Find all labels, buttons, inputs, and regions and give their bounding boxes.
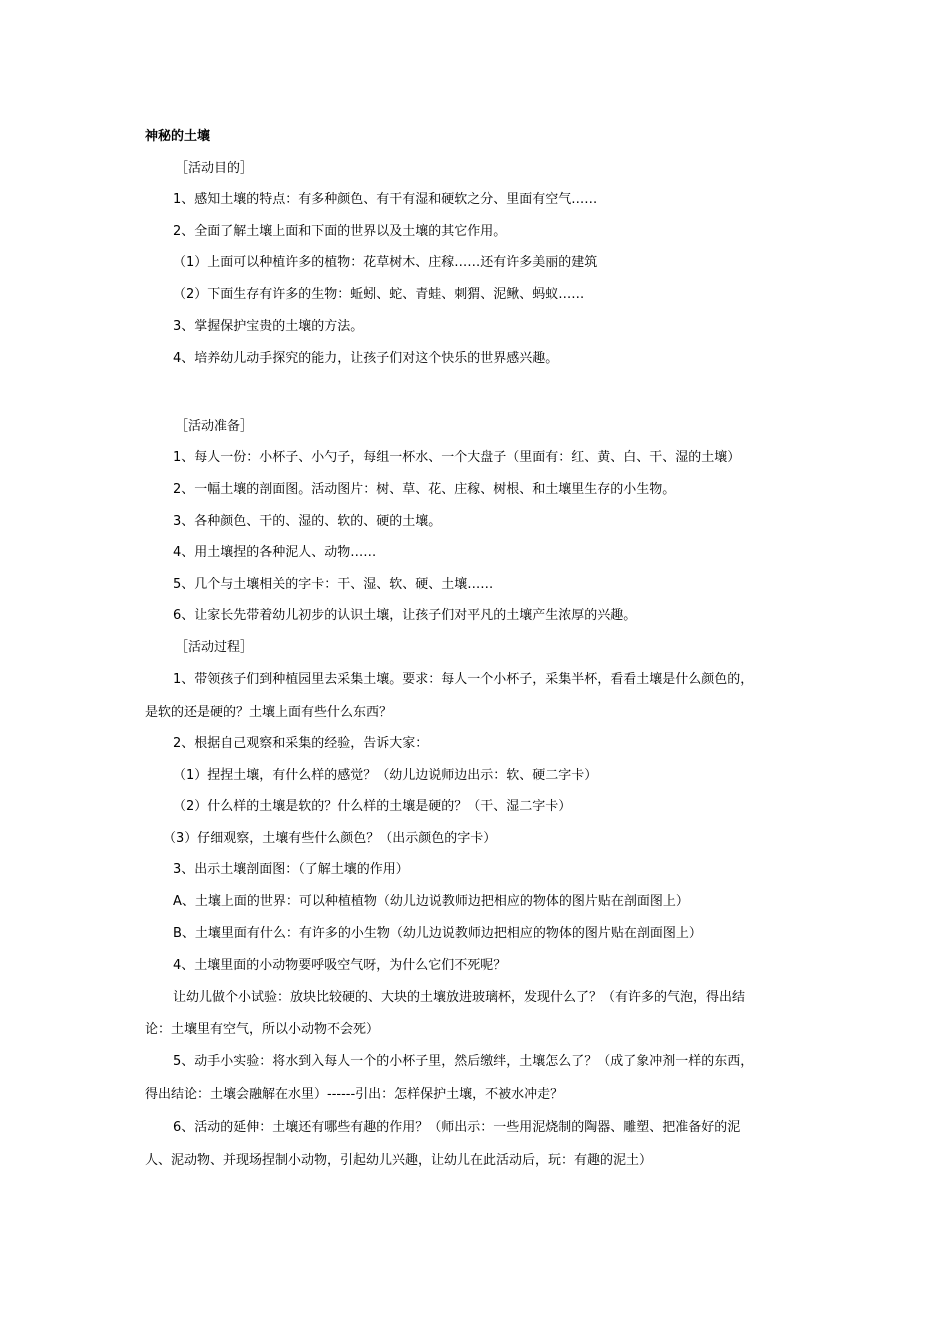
process-paragraph: 1、带领孩子们到种植园里去采集土壤。要求：每人一个小杯子，采集半杯，看看土壤是什么颜色的， — [173, 672, 754, 687]
prep-item: 5、几个与土壤相关的字卡：干、湿、软、硬、土壤…… — [173, 577, 494, 592]
process-paragraph: 得出结论：土壤会融解在水里）------引出：怎样保护土壤，不被水冲走？ — [145, 1087, 564, 1102]
prep-item: 4、用土壤捏的各种泥人、动物…… — [173, 545, 377, 560]
goal-item: 2、全面了解土壤上面和下面的世界以及土壤的其它作用。 — [173, 224, 507, 239]
section-heading-prep: ［活动准备］ — [175, 419, 254, 434]
document-title: 神秘的土壤 — [145, 129, 211, 144]
process-paragraph: 是软的还是硬的？土壤上面有些什么东西？ — [145, 705, 393, 720]
goal-item: 4、培养幼儿动手探究的能力，让孩子们对这个快乐的世界感兴趣。 — [173, 351, 559, 366]
process-paragraph: 5、动手小实验：将水到入每人一个的小杯子里，然后缴绊，土壤怎么了？（成了象冲剂一样的东西， — [173, 1054, 754, 1069]
process-paragraph: 4、土壤里面的小动物要呼吸空气呀，为什么它们不死呢？ — [173, 958, 507, 973]
goal-item: （1）上面可以种植许多的植物：花草树木、庄稼……还有许多美丽的建筑 — [173, 255, 598, 270]
goal-item: 3、掌握保护宝贵的土壤的方法。 — [173, 319, 364, 334]
process-paragraph: （1）捏捏土壤，有什么样的感觉？（幼儿边说师边出示：软、硬二字卡） — [173, 768, 598, 783]
process-paragraph: 论：土壤里有空气，所以小动物不会死） — [145, 1022, 380, 1037]
process-paragraph: 人、泥动物、并现场捏制小动物，引起幼儿兴趣，让幼儿在此活动后，玩：有趣的泥土） — [145, 1153, 653, 1168]
section-heading-goals: ［活动目的］ — [175, 161, 254, 176]
prep-item: 1、每人一份：小杯子、小勺子，每组一杯水、一个大盘子（里面有：红、黄、白、干、湿的土壤） — [173, 450, 741, 465]
prep-item: 3、各种颜色、干的、湿的、软的、硬的土壤。 — [173, 514, 442, 529]
process-paragraph: 2、根据自己观察和采集的经验，告诉大家： — [173, 736, 429, 751]
goal-item: 1、感知土壤的特点：有多种颜色、有干有湿和硬软之分、里面有空气…… — [173, 192, 598, 207]
process-paragraph: B、土壤里面有什么：有许多的小生物（幼儿边说教师边把相应的物体的图片贴在剖面图上） — [173, 926, 702, 941]
process-paragraph: （2）什么样的土壤是软的？什么样的土壤是硬的？（干、湿二字卡） — [173, 799, 572, 814]
process-paragraph: 3、出示土壤剖面图：（了解土壤的作用） — [173, 862, 409, 877]
process-paragraph: A、土壤上面的世界：可以种植植物（幼儿边说教师边把相应的物体的图片贴在剖面图上） — [173, 894, 689, 909]
prep-item: 2、一幅土壤的剖面图。活动图片：树、草、花、庄稼、树根、和土壤里生存的小生物。 — [173, 482, 676, 497]
process-paragraph: 让幼儿做个小试验：放块比较硬的、大块的土壤放进玻璃杯，发现什么了？（有许多的气泡，得出结 — [173, 990, 746, 1005]
prep-item: 6、让家长先带着幼儿初步的认识土壤，让孩子们对平凡的土壤产生浓厚的兴趣。 — [173, 608, 637, 623]
process-paragraph: 6、活动的延伸：土壤还有哪些有趣的作用？（师出示：一些用泥烧制的陶器、雕塑、把准备好的泥 — [173, 1120, 741, 1135]
process-paragraph: （3）仔细观察，土壤有些什么颜色？（出示颜色的字卡） — [163, 831, 497, 846]
section-heading-process: ［活动过程］ — [175, 640, 254, 655]
goal-item: （2）下面生存有许多的生物：蚯蚓、蛇、青蛙、刺猬、泥鳅、蚂蚁…… — [173, 287, 585, 302]
